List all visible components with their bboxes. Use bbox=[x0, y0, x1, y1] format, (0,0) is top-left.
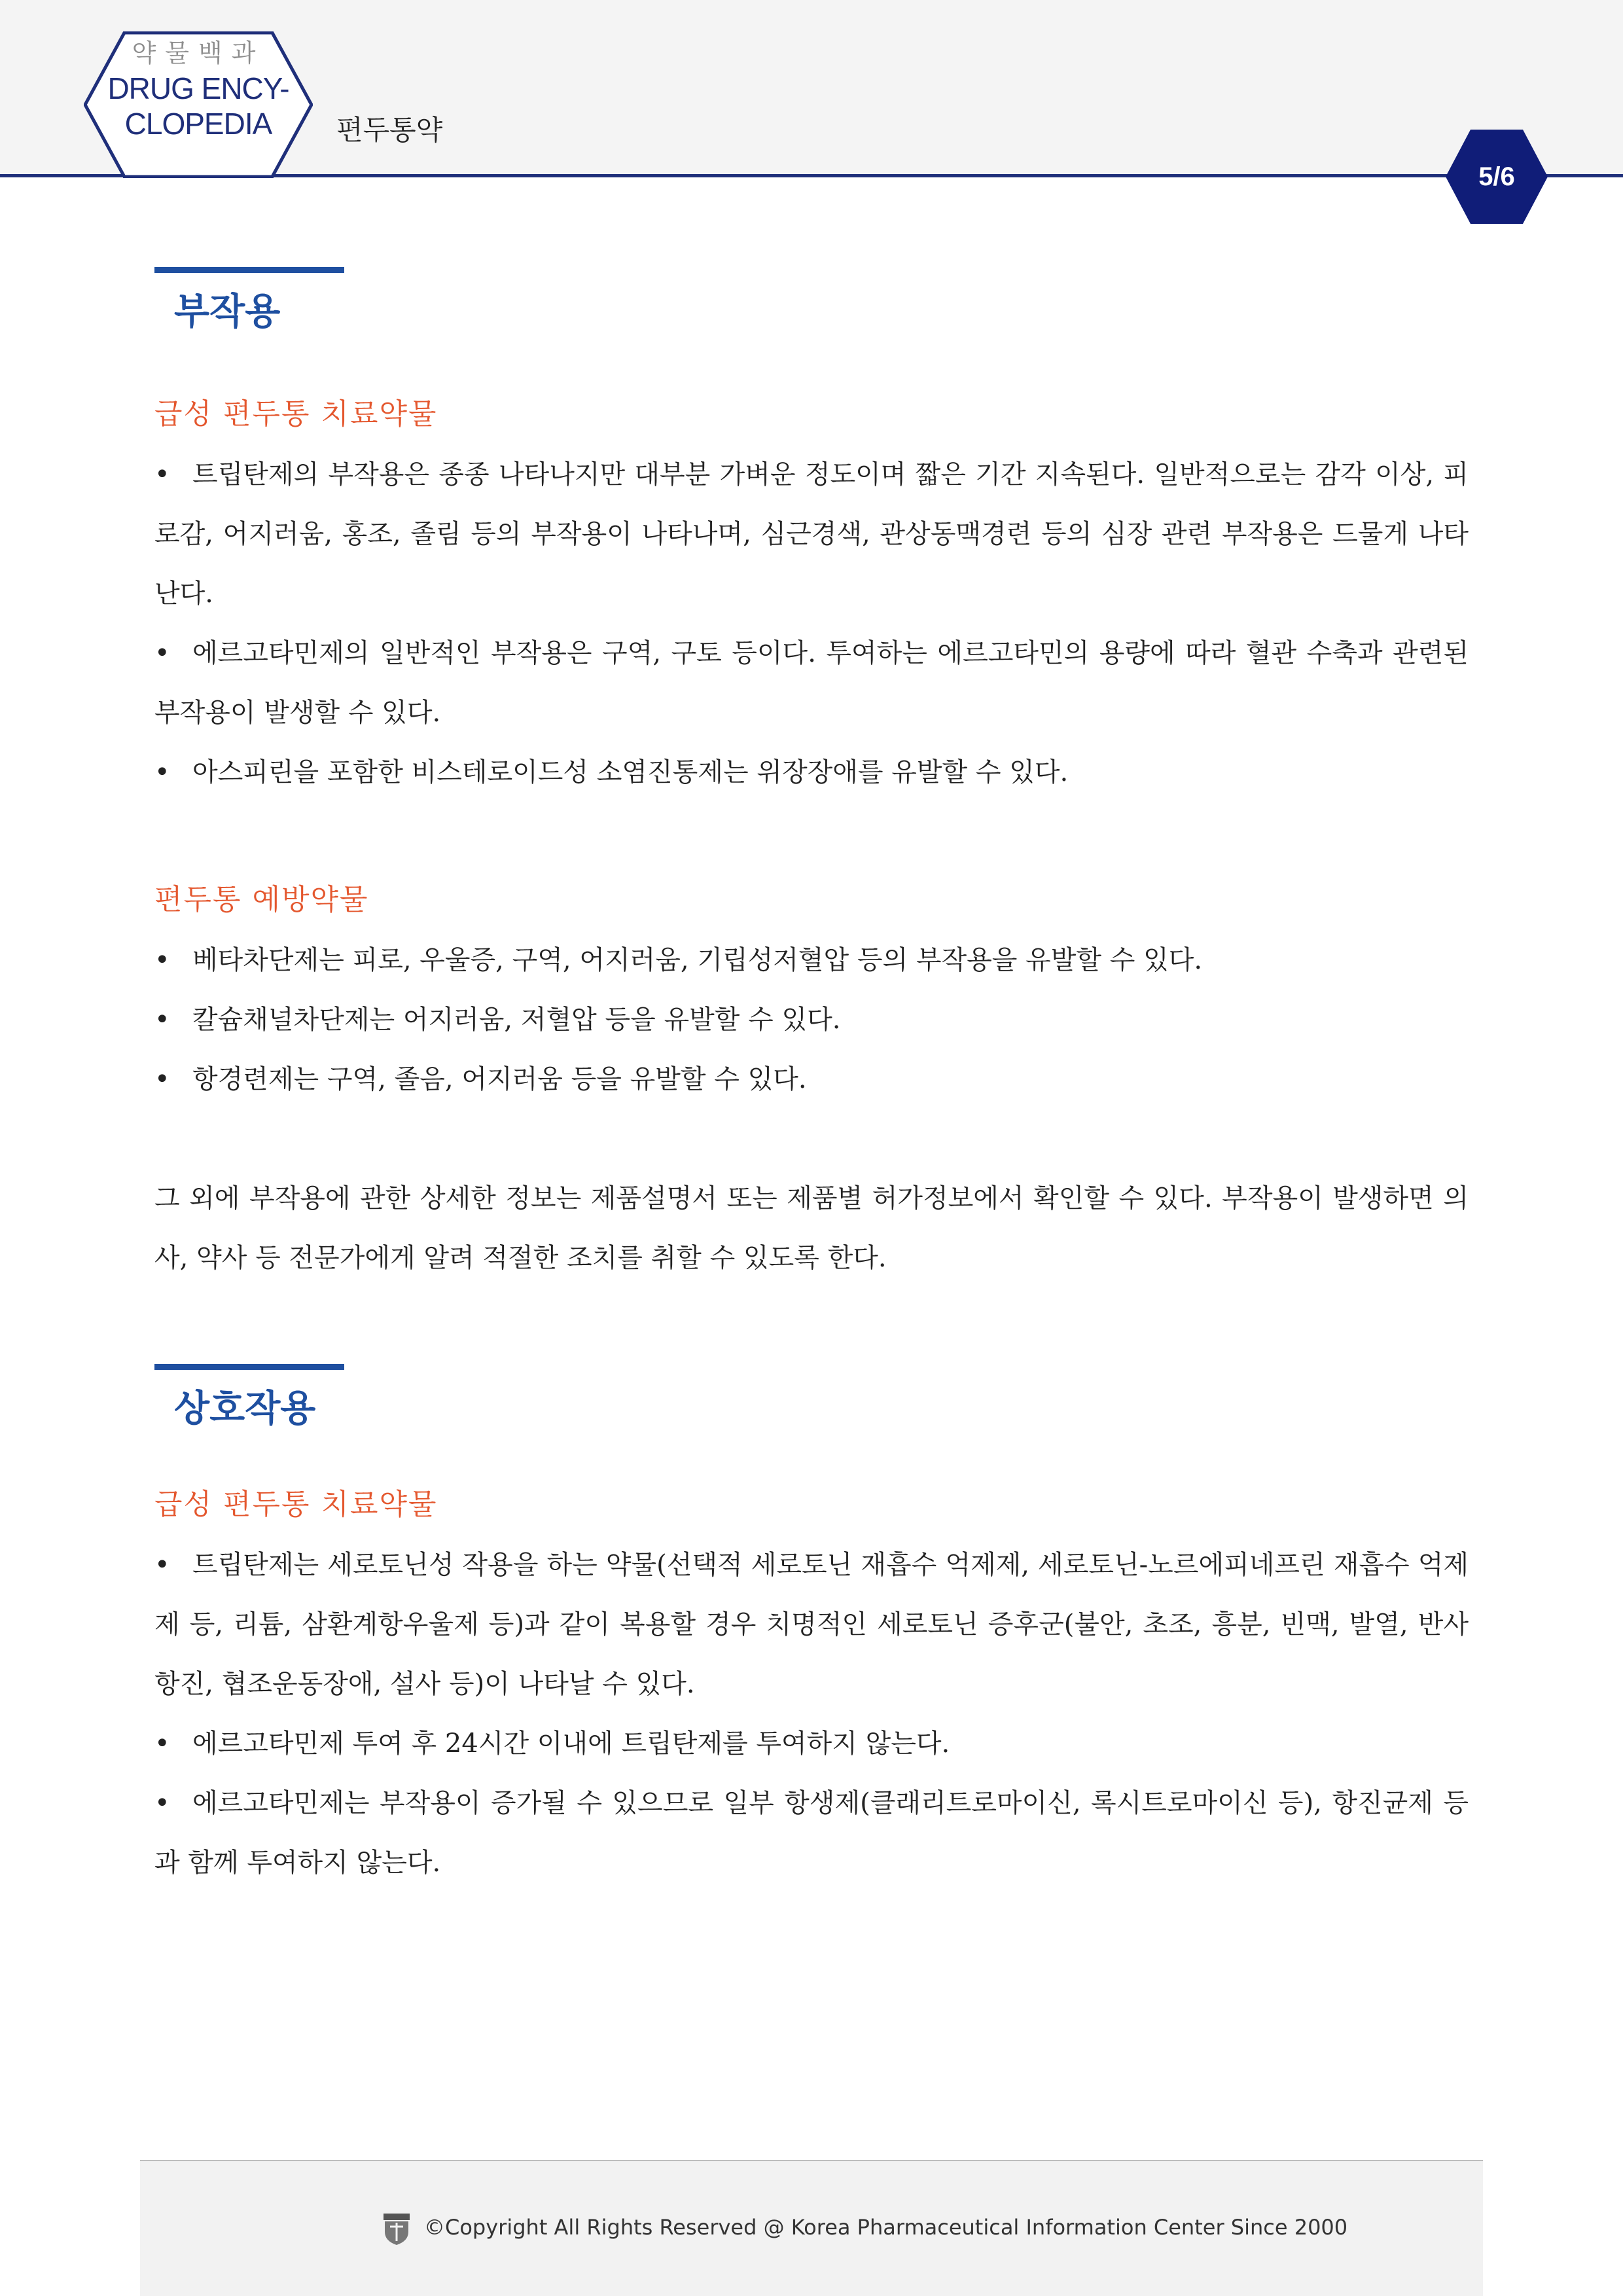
logo-english-line2: CLOPEDIA bbox=[124, 107, 272, 141]
bullet-icon: • bbox=[154, 1005, 170, 1035]
logo-korean: 약물백과 bbox=[132, 39, 265, 67]
list-item: • 아스피린을 포함한 비스테로이드성 소염진통제는 위장장애를 유발할 수 있다. bbox=[154, 743, 1469, 802]
subheading-acute-treatment: 급성 편두통 치료약물 bbox=[154, 397, 438, 431]
section-bar-side-effects bbox=[154, 267, 344, 273]
bullet-icon: • bbox=[154, 1729, 170, 1759]
bullet-icon: • bbox=[154, 945, 170, 975]
section-title-side-effects: 부작용 bbox=[174, 291, 281, 333]
side-effects-note: 그 외에 부작용에 관한 상세한 정보는 제품설명서 또는 제품별 허가정보에서 확인할 수 있다. 부작용이 발생하면 의사, 약사 등 전문가에게 알려 적절한 조치를 취할 수 있도록 한다. bbox=[154, 1183, 1469, 1273]
subheading-preventive: 편두통 예방약물 bbox=[154, 883, 369, 916]
bullet-icon: • bbox=[154, 757, 170, 787]
list-item: • 에르고타민제 투여 후 24시간 이내에 트립탄제를 투여하지 않는다. bbox=[154, 1714, 1469, 1774]
list-item: • 칼슘채널차단제는 어지러움, 저혈압 등을 유발할 수 있다. bbox=[154, 990, 1469, 1050]
bullet-icon: • bbox=[154, 1788, 170, 1818]
list-item: • 항경련제는 구역, 졸음, 어지러움 등을 유발할 수 있다. bbox=[154, 1050, 1469, 1109]
bullet-icon: • bbox=[154, 1550, 170, 1580]
footer-copyright: ©Copyright All Rights Reserved @ Korea Pharmaceutical Information Center Since 2000 bbox=[424, 2215, 1348, 2240]
page-indicator: 5/6 bbox=[1478, 162, 1515, 191]
list-item: • 에르고타민제의 일반적인 부작용은 구역, 구토 등이다. 투여하는 에르고타민의 용량에 따라 혈관 수축과 관련된 부작용이 발생할 수 있다. bbox=[154, 624, 1469, 743]
bullet-icon: • bbox=[154, 638, 170, 668]
section-title-interactions: 상호작용 bbox=[174, 1388, 316, 1430]
subheading-acute-treatment-interactions: 급성 편두통 치료약물 bbox=[154, 1488, 438, 1521]
list-item: • 트립탄제의 부작용은 종종 나타나지만 대부분 가벼운 정도이며 짧은 기간 지속된다. 일반적으로는 감각 이상, 피로감, 어지러움, 홍조, 졸림 등의 부작용이 나타나며, 심근경색, 관상동맥경련 등의 심장 관련 부작용은 드물게 나타난다. bbox=[154, 445, 1469, 624]
bullet-icon: • bbox=[154, 1064, 170, 1094]
list-item: • 트립탄제는 세로토닌성 작용을 하는 약물(선택적 세로토닌 재흡수 억제제, 세로토닌-노르에피네프린 재흡수 억제제 등, 리튬, 삼환계항우울제 등)과 같이 복용할 경우 치명적인 세로토닌 증후군(불안, 초조, 흥분, 빈맥, 발열, 반사항진, 협조운동장애, 설사 등)이 나타날 수 있다. bbox=[154, 1535, 1469, 1714]
document-title: 편두통약 bbox=[336, 114, 443, 146]
section-bar-interactions bbox=[154, 1364, 344, 1370]
logo-english-line1: DRUG ENCY- bbox=[107, 71, 289, 105]
list-item: • 베타차단제는 피로, 우울증, 구역, 어지러움, 기립성저혈압 등의 부작용을 유발할 수 있다. bbox=[154, 931, 1469, 990]
kpic-shield-icon bbox=[382, 2212, 411, 2246]
list-item: • 에르고타민제는 부작용이 증가될 수 있으므로 일부 항생제(클래리트로마이신, 록시트로마이신 등), 항진균제 등과 함께 투여하지 않는다. bbox=[154, 1774, 1469, 1893]
bullet-icon: • bbox=[154, 459, 170, 490]
